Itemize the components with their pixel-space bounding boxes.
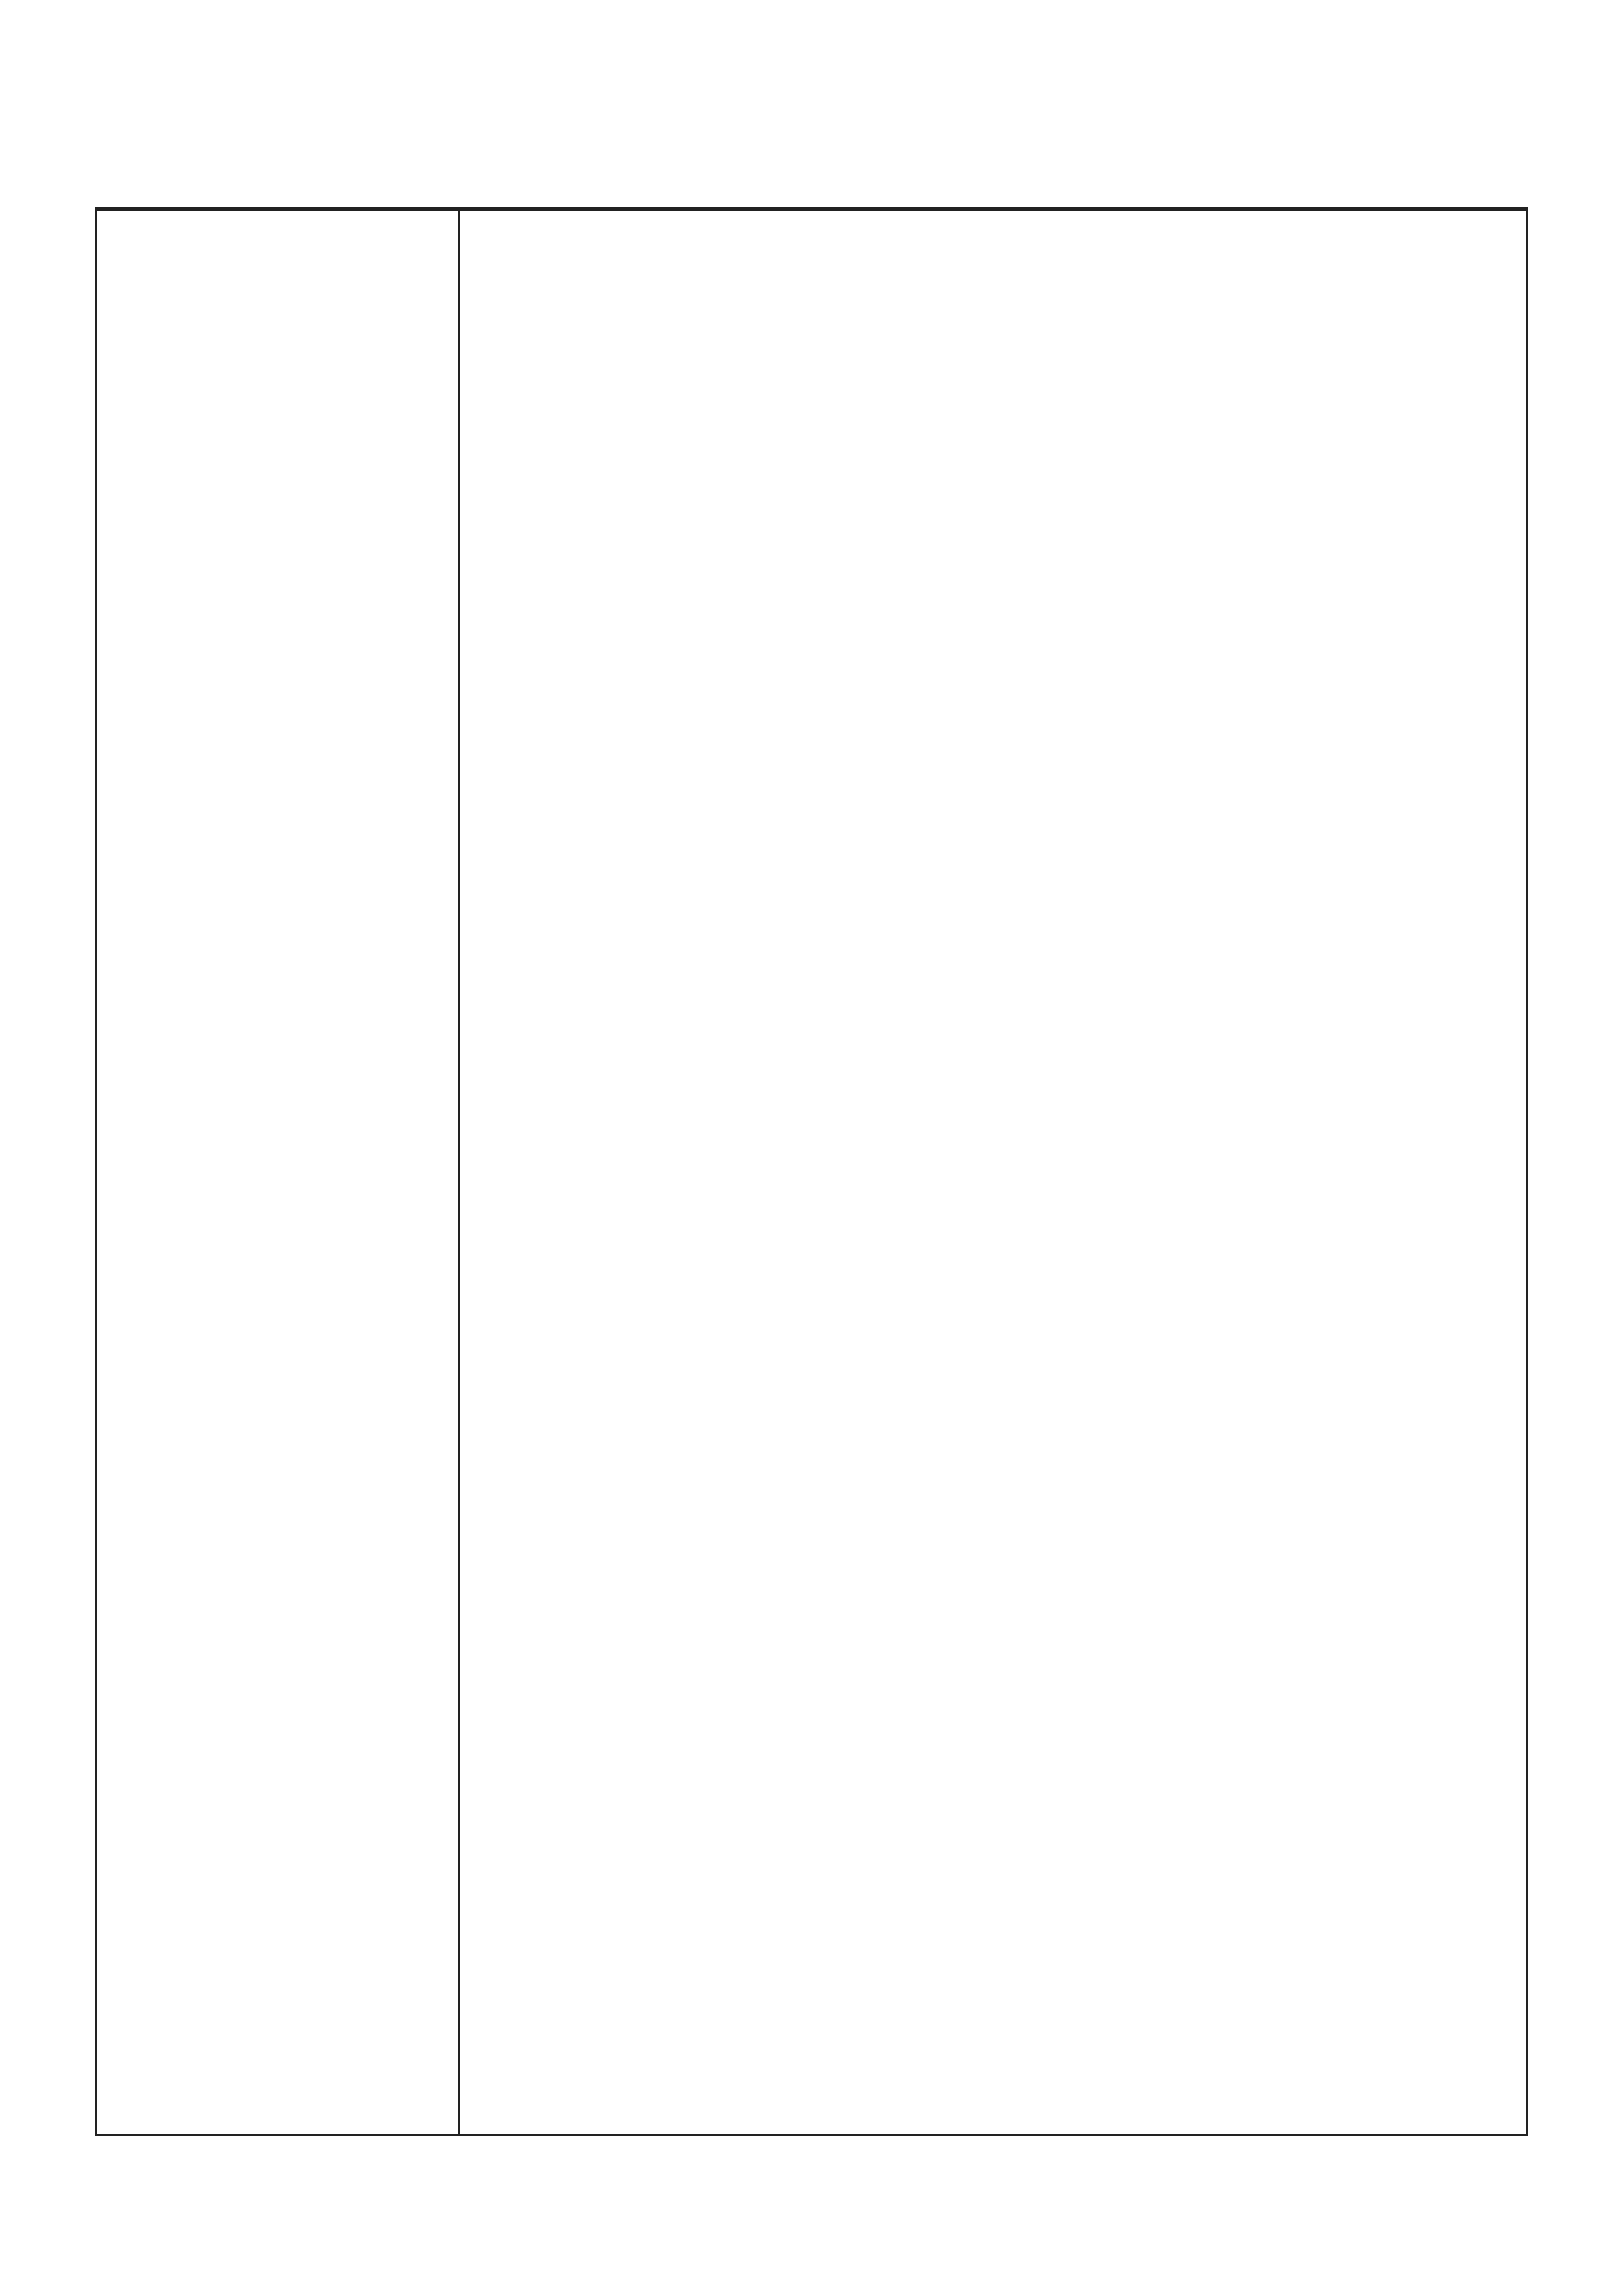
section-divider xyxy=(97,209,1526,211)
column-divider xyxy=(458,209,460,2134)
competency-table xyxy=(95,207,1528,2136)
